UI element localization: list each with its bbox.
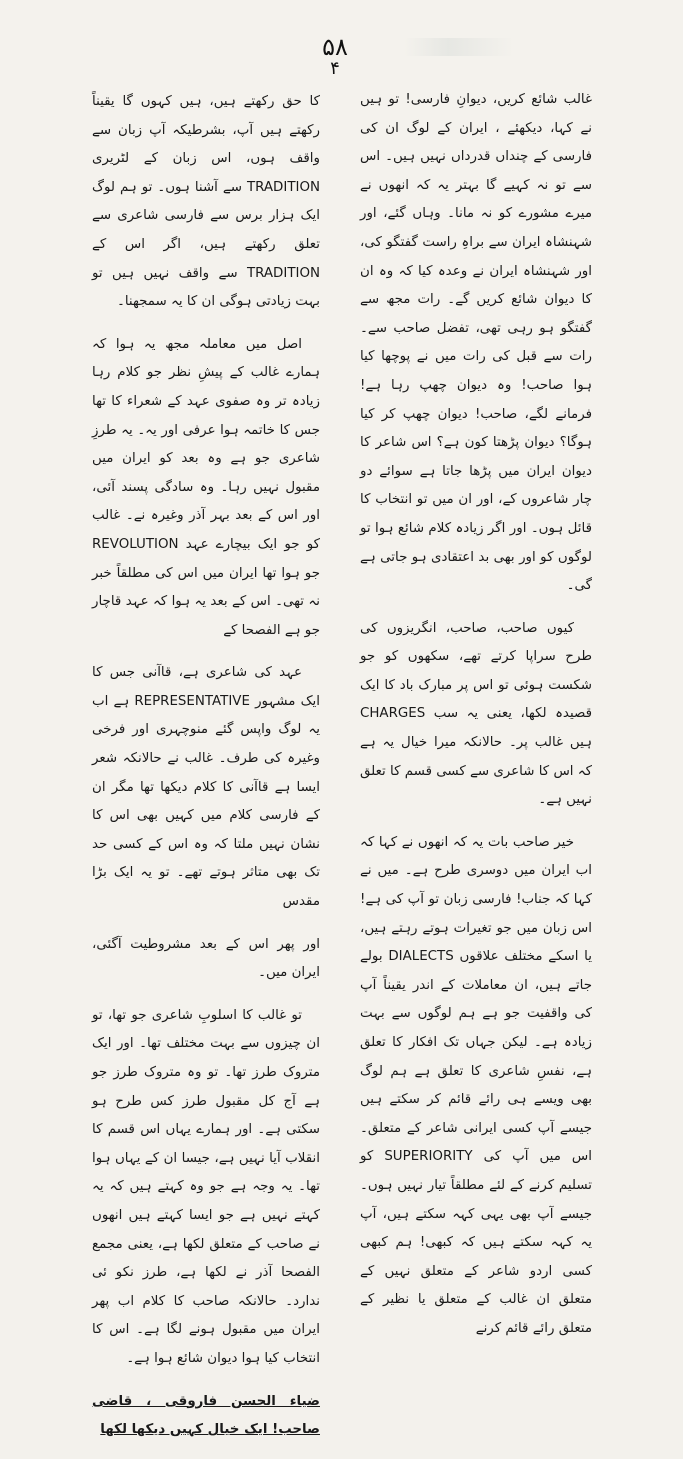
left-paragraph-1: کا حق رکھتے ہیں، ہیں کہوں گا یقیناً رکھتے ہیں آپ، بشرطیکہ آپ زبان سے واقف ہوں، اس زبان کے لٹریری TRADITION سے آشنا ہوں۔ تو ہم لوگ ایک ہزار برس سے فارسی شاعری سے تعلق رکھتے ہیں، اگر اس کے TRADITION سے واقف نہیں ہیں تو بہت زیادتی ہوگی ان کا یہ سمجھنا۔ <box>92 94 320 310</box>
page-number-main: ۵۸ <box>322 33 348 61</box>
right-column <box>360 86 592 1358</box>
left-paragraph-2: اصل میں معاملہ مجھ یہ ہوا کہ ہمارے غالب کے پیشِ نظر جو کلام رہا زیادہ تر وہ صفوی عہد کے شعراء کا تھا جس کا خاتمہ ہوا عرفی اور یہ۔ یہ طرزِ شاعری جو ہے وہ بعد کو ایران میں مقبول نہیں رہا۔ وہ سادگی پسند آئی، اور اس کے بعد بہر آذر وغیرہ نے۔ غالب کو جو ایک بیچارے عہد REVOLUTION جو ہوا تھا ایران میں اس کی مطلقاً خبر نہ تھی۔ اس کے بعد یہ ہوا کہ عہد قاچار جو ہے الفصحا کے <box>92 336 320 638</box>
left-paragraph-5: تو غالب کا اسلوبِ شاعری جو تھا، تو ان چیزوں سے بہت مختلف تھا۔ اور ایک متروک طرز تھا۔ تو وہ متروک طرز جو ہے آج کل مقبول طرز کس طرح ہو سکتی ہے۔ اور ہمارے یہاں اس قسم کا انقلاب آیا نہیں ہے، جیسا ان کے یہاں ہوا تھا۔ یہ وجہ ہے جو وہ کہتے ہیں کہ یہ کہتے نہیں ہے جو ایسا کہتے ہیں انھوں نے صاحب کے متعلق لکھا ہے، یعنی مجمع الفصحا آذر نے لکھا ہے، طرز نکو ئی ندارد۔ حالانکہ صاحب کا کلام اب پھر ایران میں مقبول ہونے لگا ہے۔ اس کا انتخاب کیا ہوا دیوان شائع ہوا ہے۔ <box>92 1007 320 1366</box>
right-paragraph-2: کیوں صاحب، صاحب، انگریزوں کی طرح سراپا کرتے تھے، سکھوں کو جو شکست ہوئی تو اس پر مبارک باد کا ایک قصیدہ لکھا، یعنی یہ سب CHARGES ہیں غالب پر۔ حالانکہ میرا خیال یہ ہے کہ اس کا شاعری سے کسی قسم کا تعلق نہیں ہے۔ <box>359 620 592 808</box>
speaker-signature-line: ضیاء الحسن فاروقی ، قاضی صاحب! ایک خیال کہیں دیکھا لکھا <box>92 1393 320 1438</box>
right-paragraph-3: خیر صاحب بات یہ کہ انھوں نے کہا کہ اب ایران میں دوسری طرح ہے۔ میں نے کہا کہ جناب! فارسی زبان تو آپ کی ہے! اس زبان میں جو تغیرات ہوتے رہتے ہیں، یا اسکے مختلف علاقوں DIALECTS بولے جاتے ہیں، ان معاملات کے اندر یقیناً آپ کی واقفیت جو ہے ہم لوگوں سے بہت زیادہ ہے۔ لیکن جہاں تک افکار کا تعلق ہے، نفسِ شاعری کا تعلق ہے ہم لوگ بھی ویسے ہی رائے قائم کر سکتے ہیں جیسے آپ کسی ایرانی شاعر کے متعلق۔ اس میں آپ کی SUPERIORITY کو تسلیم کرنے کے لئے مطلقاً تیار نہیں ہوں۔ جیسے آپ بھی یہی کہہ سکتے ہیں، آپ یہ کہہ سکتے ہیں کہ کبھی! ہم کبھی کسی اردو شاعر کے متعلق نہیں کے متعلق ان غالب کے متعلق یا نظیر کے متعلق رائے قائم کرنے <box>360 834 592 1336</box>
left-column <box>92 88 320 1459</box>
left-paragraph-4 <box>92 931 320 988</box>
page-number-sub: ۴ <box>330 58 340 79</box>
right-paragraph-1: غالب شائع کریں، دیوانِ فارسی! تو ہیں نے کہا، دیکھئے ، ایران کے لوگ ان کی فارسی کے چنداں قدرداں نہیں ہیں۔ اس سے تو نہ کہیے گا بہتر یہ کہ انھوں نے میرے مشورے کو نہ مانا۔ وہاں گئے، اور شہنشاہ ایران سے براہِ راست گفتگو کی، اور شہنشاہ ایران نے وعدہ کیا کہ وہ ان کا دیوان شائع کریں گے۔ رات مجھ سے گفتگو ہو رہی تھی، تفضل صاحب سے۔ رات سے قبل کی رات میں نے پوچھا کیا ہوا صاحب! وہ دیوان چھپ رہا ہے! فرمانے لگے، صاحب! دیوان چھپ کر کیا ہوگا؟ دیوان پڑھتا کون ہے؟ اس شاعر کا دیوان ایران میں پڑھا جاتا ہے سوائے دو چار شاعروں کے، اور ان میں تو انتخاب کا قائل ہوں۔ اور اگر زیادہ کلام شائع ہوا تو لوگوں کو اور بھی بد اعتقادی ہو جاتی ہے گی۔ <box>360 92 592 594</box>
left-paragraph-4-text: اور پھر اس کے بعد مشروطیت آگئی، ایران میں۔ <box>92 936 320 981</box>
faint-stamp-mark <box>404 38 514 56</box>
left-paragraph-3: عہد کی شاعری ہے، قاآنی جس کا ایک مشہور REPRESENTATIVE ہے اب یہ لوگ واپس گئے منوچہری اور فرخی وغیرہ کی طرف۔ غالب نے حالانکہ شعر ایسا ہے قاآنی کا کلام دیکھا تھا مگر ان کے فارسی کلام میں کہیں بھی اس کا نشان نہیں ملتا کہ وہ اس کے کسی حد تک بھی متاثر ہوتے تھے۔ تو یہ ایک بڑا مقدس <box>92 665 320 910</box>
page-number <box>290 34 380 80</box>
